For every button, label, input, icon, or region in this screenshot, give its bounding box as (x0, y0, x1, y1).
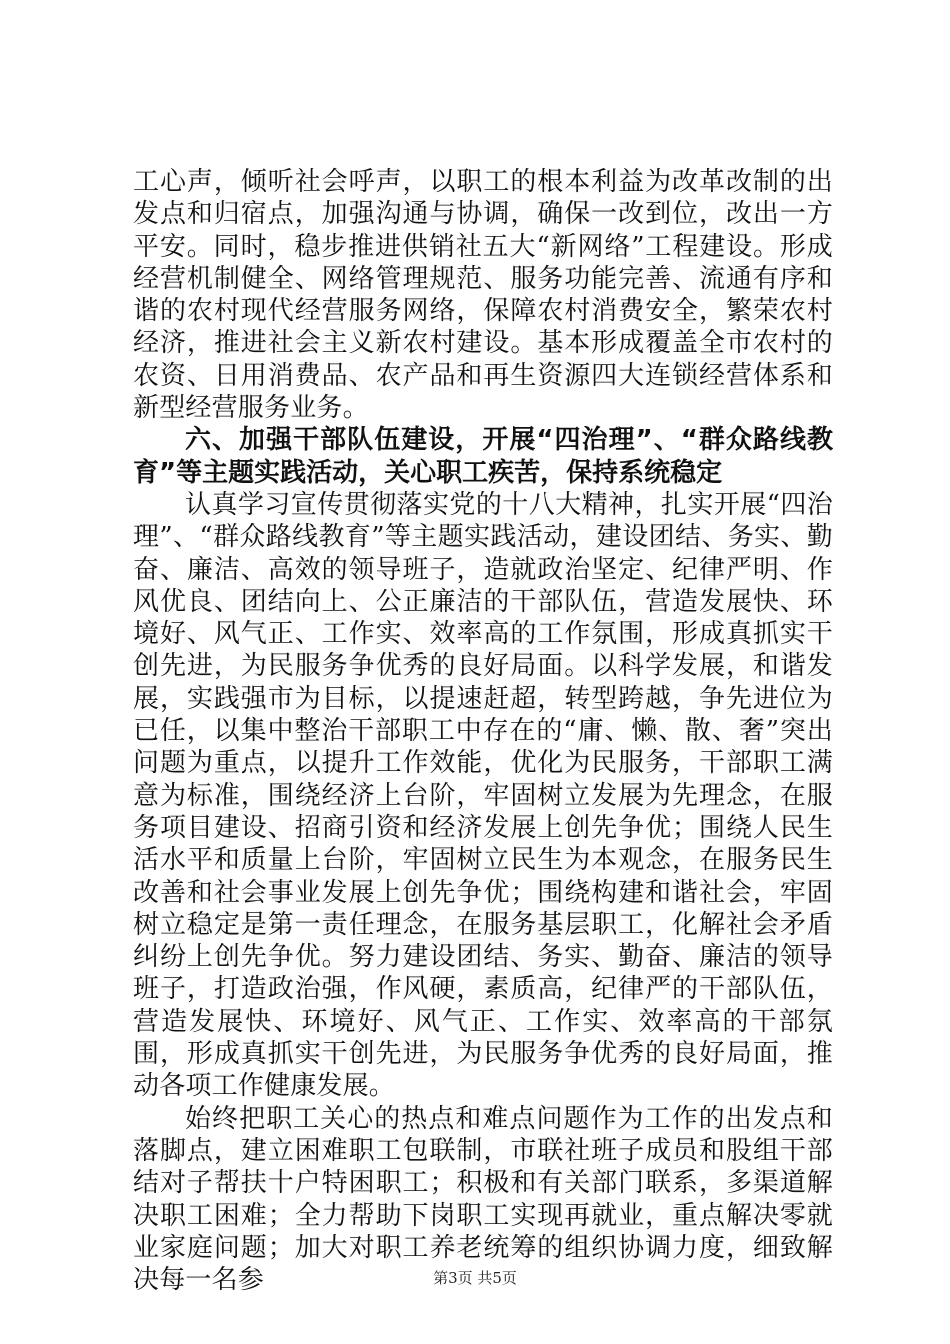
paragraph: 认真学习宣传贯彻落实党的十八大精神，扎实开展“四治理”、“群众路线教育”等主题实践活动，建设团结、务实、勤奋、廉洁、高效的领导班子，造就政治坚定、纪律严明、作风优良、团结向上、公正廉洁的干部队伍，营造发展快、环境好、风气正、工作实、效率高的工作氛围，形成真抓实干创先进，为民服务争优秀的良好局面。以科学发展，和谐发展，实践强市为目标，以提速赶超，转型跨越，争先进位为已任，以集中整治干部职工中存在的“庸、懒、散、奢”突出问题为重点，以提升工作效能，优化为民服务，干部职工满意为标准，围绕经济上台阶，牢固树立发展为先理念，在服务项目建设、招商引资和经济发展上创先争优；围绕人民生活水平和质量上台阶，牢固树立民生为本观念，在服务民生改善和社会事业发展上创先争优；围绕构建和谐社会，牢固树立稳定是第一责任理念，在服务基层职工，化解社会矛盾纠纷上创先争优。努力建设团结、务实、勤奋、廉洁的领导班子，打造政治强，作风硬，素质高，纪律严的干部队伍，营造发展快、环境好、风气正、工作实、效率高的干部氛围，形成真抓实干创先进，为民服务争优秀的良好局面，推动各项工作健康发展。 (133, 489, 833, 1102)
page-number-footer: 第3页 共5页 (433, 1269, 517, 1287)
paragraph-continuation: 工心声，倾听社会呼声，以职工的根本利益为改革改制的出发点和归宿点，加强沟通与协调，确保一改到位，改出一方平安。同时，稳步推进供销社五大“新网络”工程建设。形成经营机制健全、网络管理规范、服务功能完善、流通有序和谐的农村现代经营服务网络，保障农村消费安全，繁荣农村经济，推进社会主义新农村建设。基本形成覆盖全市农村的农资、日用消费品、农产品和再生资源四大连锁经营体系和新型经营服务业务。 (133, 167, 833, 424)
section-heading: 六、加强干部队伍建设，开展“四治理”、“群众路线教育”等主题实践活动，关心职工疾苦，保持系统稳定 (133, 425, 833, 488)
paragraph: 始终把职工关心的热点和难点问题作为工作的出发点和落脚点，建立困难职工包联制，市联社班子成员和股组干部结对子帮扶十户特困职工；积极和有关部门联系，多渠道解决职工困难；全力帮助下岗职工实现再就业，重点解决零就业家庭问题；加大对职工养老统筹的组织协调力度，细致解决每一名参 (133, 1103, 833, 1296)
document-body (133, 166, 833, 1296)
